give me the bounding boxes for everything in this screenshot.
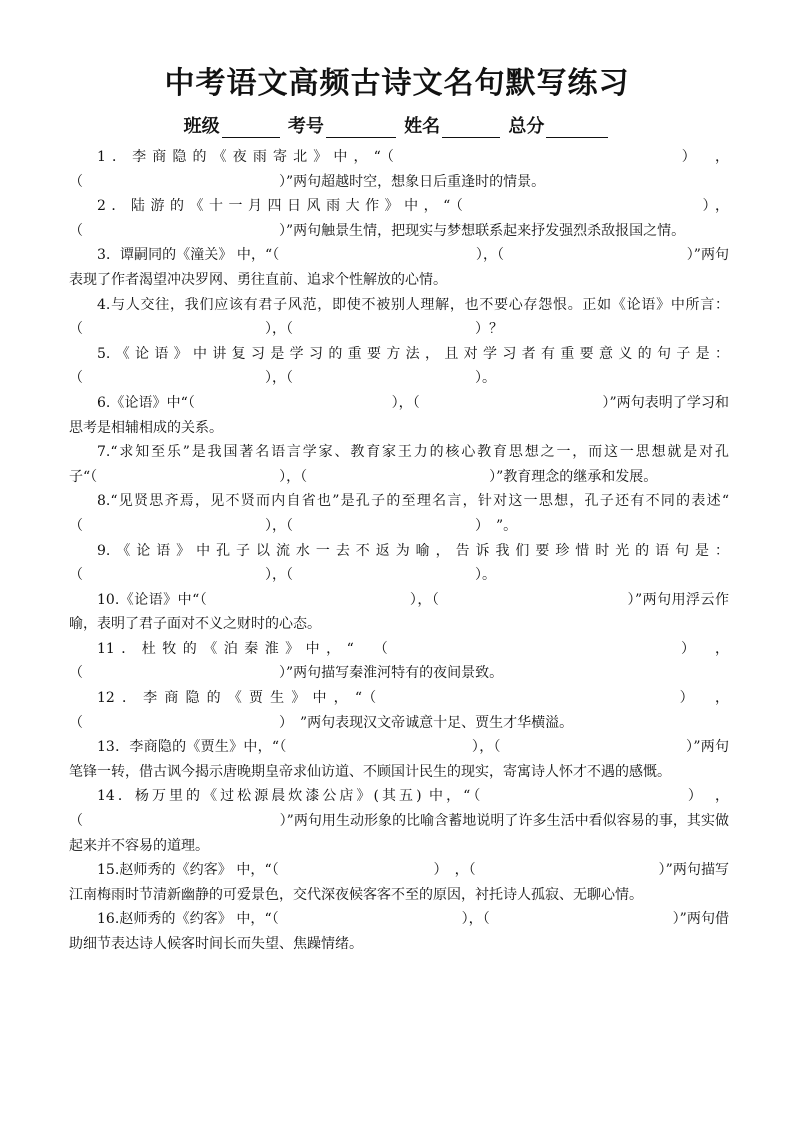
question-item [69,907,729,956]
question-text: （ ）”两句超越时空，想象日后重逢时的情景。 [69,173,546,190]
class-blank[interactable] [222,119,280,138]
question-text: 12．李商隐的《贾生》中，“（ ） ， [97,690,729,707]
question-text: （ ），（ ）。 [69,567,496,584]
question-text: 两句表现了作者渴望冲决罗网、勇往直前、追求个性解放的心情。 [69,247,730,288]
student-info-line [0,112,794,138]
exam-number-label: 考号 [287,116,324,137]
question-item [69,686,729,735]
question-text: 其实做起来并不容易的道理。 [69,813,730,854]
question-text: 1．李商隐的《夜雨寄北》中，“（ ） ， [97,149,729,165]
class-label: 班级 [183,116,220,137]
question-item [69,784,729,858]
page-title: 中考语文高频古诗文名句默写练习 [164,66,630,101]
question-text: 喻，表明了君子面对不义之财时的心态。 [69,616,321,633]
question-text: （ ） ”两句表现汉文帝诚意十足、贾生才华横溢。 [69,714,574,731]
question-item [69,243,729,292]
question-item [69,858,729,907]
question-text: 的感慨。 [615,763,671,780]
question-item [69,391,729,440]
question-list [69,145,743,957]
question-text: 两句借助细节表达诗人候客时间长而失望、焦躁情绪。 [69,911,730,952]
question-item [69,342,729,391]
question-text: 3．谭嗣同的《潼关》 中，“（ ），（ ）” [97,247,701,264]
name-blank[interactable] [442,119,500,138]
question-text: （ ）”两句用生动形象的比喻含蓄地说明了许多生活中看似容易的事， [69,813,687,830]
question-text: 8.“见贤思齐焉，见不贤而内自省也”是孔子的至理名言，针对这一思想，孔子还有不同 [97,493,677,510]
question-item [69,489,743,538]
question-text: 习和思考是相辅相成的关系。 [69,394,730,436]
question-text: （ ）”两句描写秦淮河特有的夜间景致。 [69,665,504,682]
score-label: 总分 [508,116,545,137]
question-item [69,735,729,784]
question-text: 两句描写江南梅雨时节清新幽静的可爱景色，交代深夜候客客不至的原因，衬托诗人孤寂、无 [69,862,730,903]
question-text: 6.《论语》中“（ ），（ ）”两句表明了学 [97,394,701,411]
question-text: 两句笔锋一转，借古讽今揭示唐晚期皇帝求仙访道、不顾国计民生的现实，寄寓诗人怀才不遇 [69,739,729,780]
exam-number-blank[interactable] [326,119,396,138]
question-item [69,637,729,686]
question-text: （ ），（ ）。 [69,370,496,387]
question-text: 2．陆游的《十一月四日风雨大作》中，“（ ）， [97,198,729,215]
question-text: 13．李商隐的《贾生》中，“（ ），（ ）” [97,739,701,756]
question-text: 9.《论语》中孔子以流水一去不返为喻，告诉我们要珍惜时光的语句是： [97,542,729,559]
question-text: 16.赵师秀的《约客》 中，“（ ），（ ）” [97,911,687,928]
question-text: 的表述“ （ ），（ ） ”。 [69,493,743,534]
question-item [69,145,729,194]
question-text: 聊心情。 [587,886,643,903]
question-item [69,539,729,588]
question-text: 10.《论语》中“（ ），（ ）”两句用浮云作 [97,591,729,608]
question-text: 7.“求知至乐”是我国著名语言学家、教育家王力的核心教育思想之一，而这一思想就是 [97,444,700,461]
question-item [69,440,729,489]
name-label: 姓名 [404,116,441,137]
question-text: （ ）”两句触景生情，把现实与梦想联系起来抒发强烈杀敌报国之情。 [69,222,686,239]
question-text: 4.与人交往，我们应该有君子风范，即使不被别人理解，也不要心存怨恨。正如《论语》 [97,296,671,313]
question-item [69,588,729,637]
question-item [69,194,729,243]
question-text: 14．杨万里的《过松源晨炊漆公店》(其五) 中，“（ ） ， [97,788,729,805]
question-text: 11．杜牧的《泊秦淮》中，“ （ ） ， [97,640,729,657]
question-text: 5.《论语》中讲复习是学习的重要方法，且对学习者有重要意义的句子是： [97,345,729,362]
question-text: 中所言：（ ），（ ）？ [69,296,730,338]
question-item [69,293,729,342]
score-blank[interactable] [546,119,608,138]
question-text: 对孔子“（ ），（ ）”教育理念的继承和发展。 [69,444,730,485]
question-text: 15.赵师秀的《约客》 中，“（ ） ，（ ）” [97,862,673,879]
